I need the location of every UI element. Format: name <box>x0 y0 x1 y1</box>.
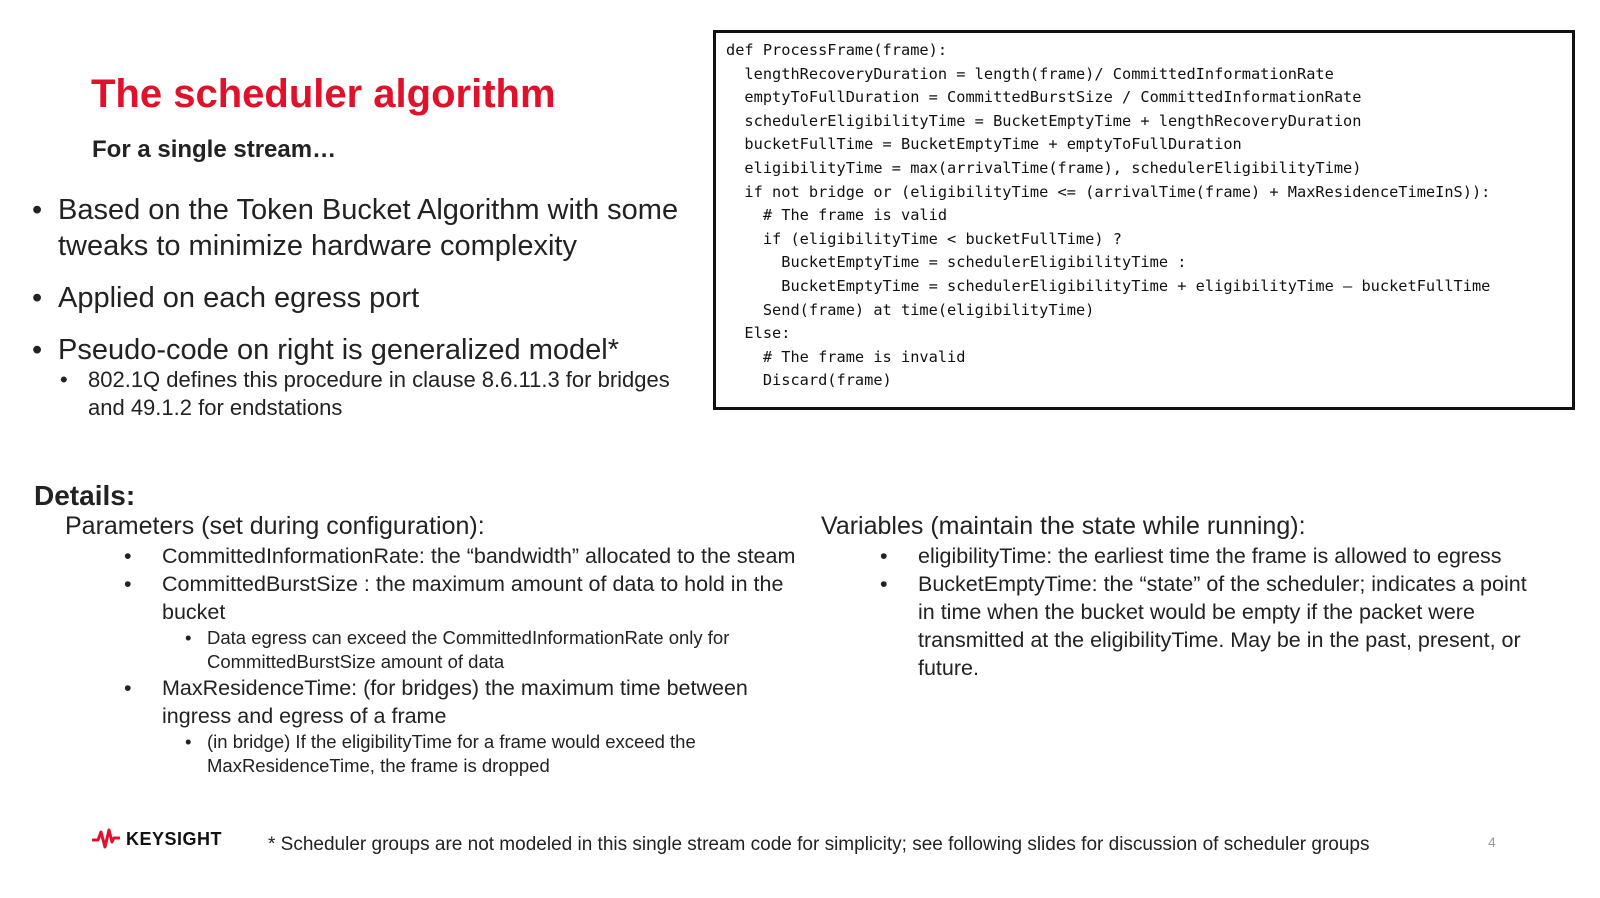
variable-item: • BucketEmptyTime: the “state” of the scheduler; indicates a point in time when the bucket would be empty if the packet were transmitted at the eligibilityTime. May be in the past, present, or future. <box>880 570 1540 682</box>
parameter-item: • CommittedBurstSize : the maximum amount of data to hold in the bucket <box>124 570 804 626</box>
code-line: if not bridge or (eligibilityTime <= (arrivalTime(frame) + MaxResidenceTimeInS)): <box>726 182 1491 201</box>
parameter-item: • CommittedInformationRate: the “bandwidth” allocated to the steam <box>124 542 804 570</box>
details-heading: Details: <box>34 480 136 511</box>
variables-heading: Variables (maintain the state while running): <box>821 512 1306 540</box>
code-line: Discard(frame) <box>726 371 892 390</box>
code-line: def ProcessFrame(frame): <box>726 41 948 59</box>
keysight-logo <box>92 828 222 850</box>
code-line: if (eligibilityTime < bucketFullTime) ? <box>726 229 1123 248</box>
code-line: emptyToFullDuration = CommittedBurstSize / CommittedInformationRate <box>726 88 1362 107</box>
code-line: BucketEmptyTime = schedulerEligibilityTime : <box>726 253 1187 272</box>
bullet-item: • Applied on each egress port <box>32 280 712 316</box>
slide-title: The scheduler algorithm <box>91 72 556 116</box>
parameters-list <box>124 542 804 778</box>
code-line: eligibilityTime = max(arrivalTime(frame), schedulerEligibilityTime) <box>726 158 1362 177</box>
parameter-sub-item: • Data egress can exceed the CommittedInformationRate only for CommittedBurstSize amount of data <box>124 626 804 674</box>
keysight-wave-icon <box>92 828 120 850</box>
code-line: schedulerEligibilityTime = BucketEmptyTime + lengthRecoveryDuration <box>726 111 1362 130</box>
code-line: Send(frame) at time(eligibilityTime) <box>726 300 1095 319</box>
parameters-heading: Parameters (set during configuration): <box>65 512 485 540</box>
code-line: Else: <box>726 324 791 343</box>
code-line: bucketFullTime = BucketEmptyTime + emptyToFullDuration <box>726 135 1242 154</box>
variable-item: • eligibilityTime: the earliest time the frame is allowed to egress <box>880 542 1540 570</box>
pseudo-code-box <box>713 30 1575 410</box>
bullet-item: • Pseudo-code on right is generalized model* <box>32 332 712 368</box>
code-line: # The frame is invalid <box>726 347 966 366</box>
main-bullet-list <box>32 192 712 438</box>
sub-bullet-item: • 802.1Q defines this procedure in clause 8.6.11.3 for bridges and 49.1.2 for endstations <box>32 366 712 422</box>
footnote: * Scheduler groups are not modeled in this single stream code for simplicity; see following slides for discussion of scheduler groups <box>268 834 1370 855</box>
parameter-item: • MaxResidenceTime: (for bridges) the maximum time between ingress and egress of a frame <box>124 674 804 730</box>
variables-list <box>880 542 1540 682</box>
slide-subtitle: For a single stream… <box>92 136 337 163</box>
bullet-item: • Based on the Token Bucket Algorithm with some tweaks to minimize hardware complexity <box>32 192 712 264</box>
logo-text: KEYSIGHT <box>126 828 223 849</box>
page-number: 4 <box>1488 834 1496 850</box>
code-line: lengthRecoveryDuration = length(frame)/ CommittedInformationRate <box>726 64 1334 83</box>
code-line: BucketEmptyTime = schedulerEligibilityTime + eligibilityTime – bucketFullTime <box>726 276 1491 295</box>
parameter-sub-item: • (in bridge) If the eligibilityTime for a frame would exceed the MaxResidenceTime, the frame is dropped <box>124 730 804 778</box>
code-line: # The frame is valid <box>726 206 948 225</box>
